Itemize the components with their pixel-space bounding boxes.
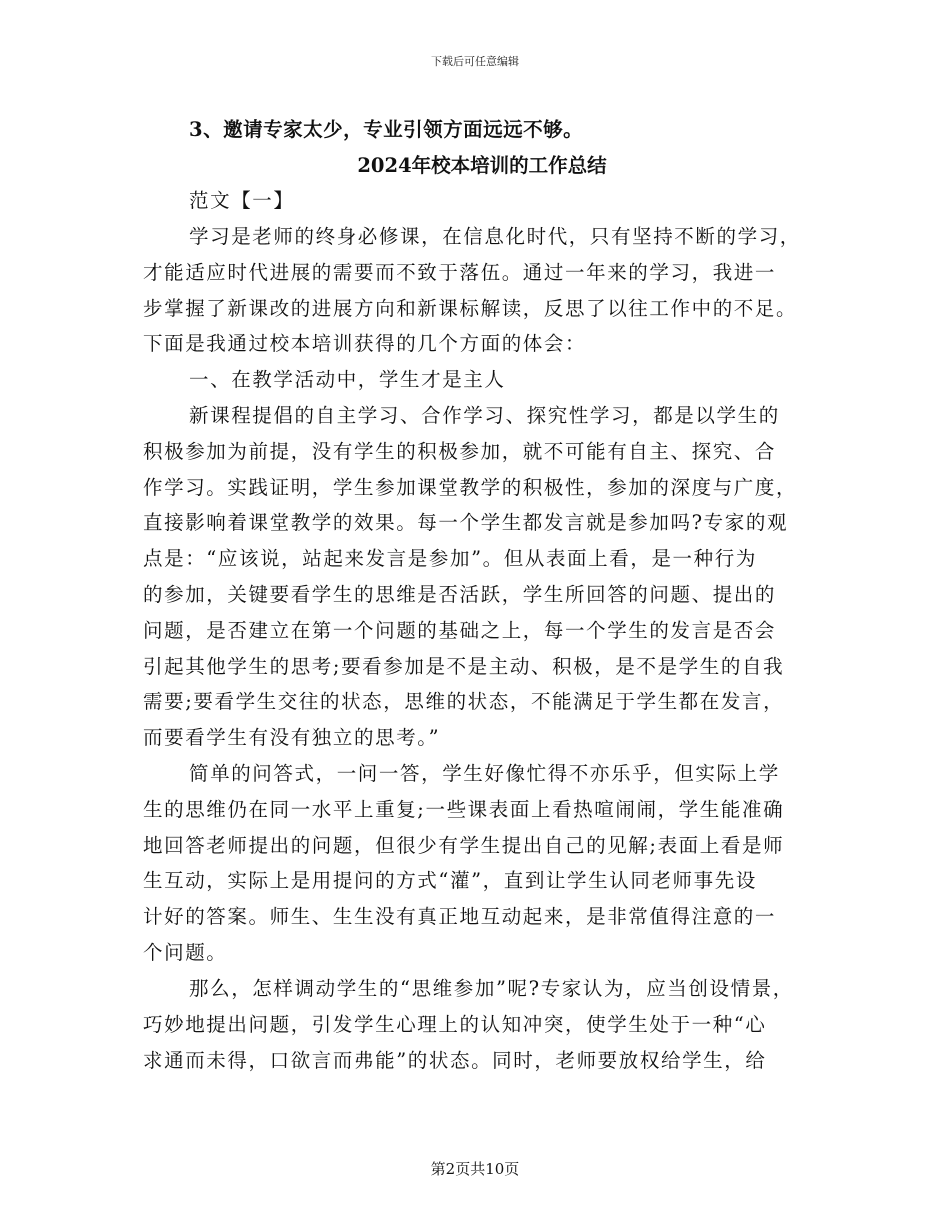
text-line: 生互动，实际上是用提问的方式“灌”，直到让学生认同老师事先设 (143, 869, 757, 893)
paragraph (143, 756, 823, 971)
text-line: 地回答老师提出的问题，但很少有学生提出自己的见解;表面上看是师 (143, 833, 785, 857)
text-line: 那么，怎样调动学生的“思维参加”呢?专家认为，应当创设情景， (189, 977, 794, 1000)
text-line: 作学习。实践证明，学生参加课堂教学的积极性，参加的深度与广度， (143, 475, 798, 499)
text-line: 才能适应时代进展的需要而不致于落伍。通过一年来的学习，我进一 (143, 260, 777, 284)
page-footer: 第2页共10页 (430, 1160, 520, 1178)
text-line: 计好的答案。师生、生生没有真正地互动起来，是非常值得注意的一 (143, 905, 777, 929)
text-line: 新课程提倡的自主学习、合作学习、探究性学习，都是以学生的 (189, 404, 780, 427)
text-line: 步掌握了新课改的进展方向和新课标解读，反思了以往工作中的不足。 (143, 296, 798, 320)
text-line: 个问题。 (143, 940, 228, 964)
paragraph (143, 183, 823, 219)
text-line: 直接影响着课堂教学的效果。每一个学生都发言就是参加吗?专家的观 (143, 511, 789, 535)
text-line: 一、在教学活动中，学生才是主人 (189, 368, 506, 391)
text-line: 求通而未得，口欲言而弗能”的状态。同时，老师要放权给学生，给 (143, 1048, 767, 1072)
text-line: 需要;要看学生交往的状态，思维的状态，不能满足于学生都在发言， (143, 690, 785, 714)
text-line: 的参加，关键要看学生的思维是否活跃，学生所回答的问题、提出的 (143, 582, 777, 606)
text-line: 问题，是否建立在第一个问题的基础之上，每一个学生的发言是否会 (143, 618, 777, 642)
text-line: 而要看学生有没有独立的思考。” (143, 726, 441, 750)
paragraph (143, 398, 823, 756)
text-line: 简单的问答式，一问一答，学生好像忙得不亦乐乎，但实际上学 (189, 762, 780, 785)
paragraph (143, 362, 823, 398)
page-header: 下载后可任意编辑 (431, 55, 519, 68)
text-line: 引起其他学生的思考;要看参加是不是主动、积极，是不是学生的自我 (143, 654, 785, 678)
text-line: 范文【一】 (189, 189, 295, 212)
text-line: 积极参加为前提，没有学生的积极参加，就不可能有自主、探究、合 (143, 439, 777, 463)
text-line: 巧妙地提出问题，引发学生心理上的认知冲突，使学生处于一种“心 (143, 1012, 767, 1036)
document-title (0, 150, 950, 178)
text-line: 学习是老师的终身必修课，在信息化时代，只有坚持不断的学习， (189, 225, 801, 248)
text-line: 下面是我通过校本培训获得的几个方面的体会： (143, 332, 587, 356)
text-line: 生的思维仍在同一水平上重复;一些课表面上看热喧闹闹，学生能准确 (143, 797, 785, 821)
text-line: 点是：“应该说，站起来发言是参加”。但从表面上看，是一种行为 (143, 547, 757, 571)
paragraph (143, 219, 823, 362)
document-title-text: 2024年校本培训的工作总结 (357, 154, 607, 177)
section-heading: 3、邀请专家太少，专业引领方面远远不够。 (189, 118, 584, 141)
paragraph (143, 971, 823, 1078)
